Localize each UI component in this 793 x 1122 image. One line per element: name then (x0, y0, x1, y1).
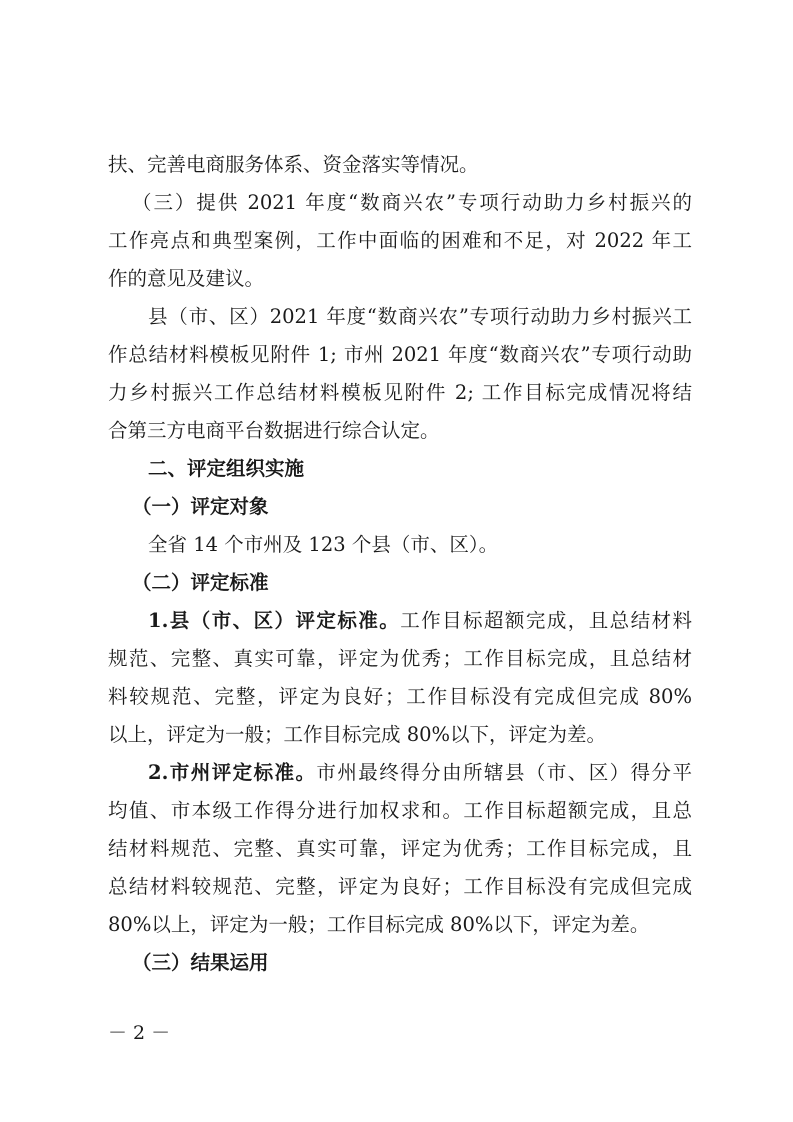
item-2-line (148, 754, 692, 792)
paragraph-line: 总结材料较规范、完整，评定为良好；工作目标没有完成但完成 (108, 875, 692, 898)
paragraph-line: 作总结材料模板见附件 1; 市州 2021 年度“数商兴农”专项行动助 (108, 343, 692, 366)
paragraph-line: 以上，评定为一般；工作目标完成 80%以下，评定为差。 (108, 723, 607, 746)
item-2-title: 2.市州评定标准。 (148, 761, 317, 784)
item-1-line (148, 602, 692, 640)
subsection-heading: （二）评定标准 (132, 571, 269, 594)
subsection-heading: （一）评定对象 (132, 495, 269, 518)
section-heading: 二、评定组织实施 (148, 457, 305, 480)
paragraph-line: 力乡村振兴工作总结材料模板见附件 2; 工作目标完成情况将结 (108, 381, 692, 404)
page-number: － 2 － (108, 1022, 171, 1044)
paragraph-line: 工作亮点和典型案例，工作中面临的困难和不足，对 2022 年工 (108, 229, 692, 252)
item-1-text: 工作目标超额完成，且总结材料 (400, 609, 692, 632)
item-2-text: 市州最终得分由所辖县（市、区）得分平 (316, 761, 692, 784)
paragraph-line: 县（市、区）2021 年度“数商兴农”专项行动助力乡村振兴工 (148, 305, 692, 328)
paragraph-line: 结材料规范、完整、真实可靠，评定为优秀；工作目标完成，且 (108, 837, 692, 860)
item-1-title: 1.县（市、区）评定标准。 (148, 609, 401, 632)
paragraph-line: （三）提供 2021 年度“数商兴农”专项行动助力乡村振兴的 (132, 191, 692, 214)
paragraph-line: 料较规范、完整，评定为良好；工作目标没有完成但完成 80% (108, 685, 692, 708)
paragraph-line: 80%以上，评定为一般；工作目标完成 80%以下，评定为差。 (108, 913, 650, 936)
paragraph-line: 规范、完整、真实可靠，评定为优秀；工作目标完成，且总结材 (108, 647, 692, 670)
paragraph-line: 全省 14 个市州及 123 个县（市、区）。 (148, 533, 499, 556)
paragraph-line: 合第三方电商平台数据进行综合认定。 (108, 419, 440, 442)
subsection-heading: （三）结果运用 (132, 951, 269, 974)
paragraph-line: 作的意见及建议。 (108, 267, 265, 290)
paragraph-line: 均值、市本级工作得分进行加权求和。工作目标超额完成，且总 (108, 799, 692, 822)
paragraph-line: 扶、完善电商服务体系、资金落实等情况。 (108, 153, 479, 176)
